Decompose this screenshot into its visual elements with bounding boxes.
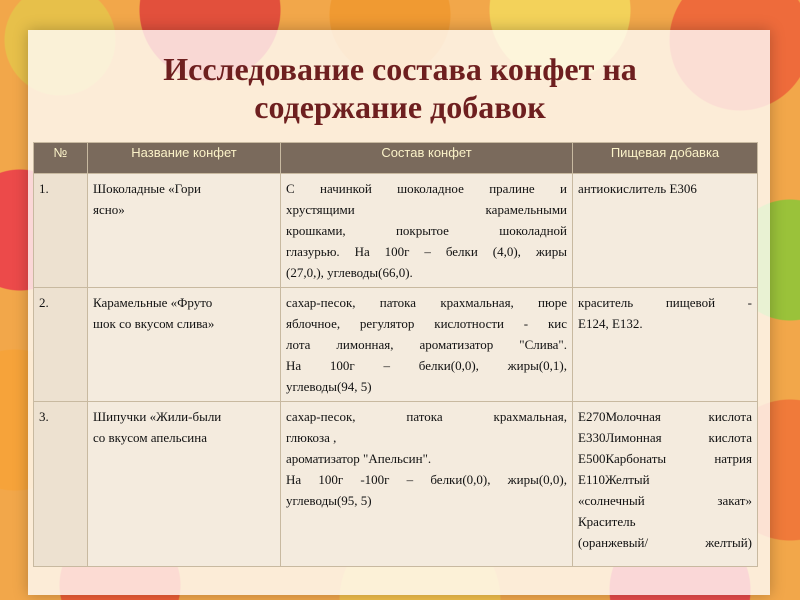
- candy-name-line: Шоколадные «Гори: [93, 181, 202, 196]
- additive-line: Е124, Е132.: [578, 316, 643, 331]
- row-number: 3.: [34, 402, 88, 567]
- additive-line: Е110Желтый: [578, 472, 650, 487]
- candy-name: [88, 402, 281, 567]
- composition-line: На 100г – белки(0,0), жиры(0,1),: [286, 358, 567, 373]
- candy-composition: [281, 288, 573, 402]
- composition-line: сахар-песок, патока крахмальная, пюре: [286, 295, 567, 310]
- header-composition: Состав конфет: [281, 143, 573, 174]
- food-additive: [573, 402, 758, 567]
- additive-line: Е330Лимонная кислота: [578, 430, 752, 445]
- additive-line: Е500Карбонаты натрия: [578, 451, 752, 466]
- row-number: 2.: [34, 288, 88, 402]
- table-row: [34, 402, 758, 567]
- food-additive: [573, 288, 758, 402]
- table-row: [34, 288, 758, 402]
- composition-line: крошками, покрытое шоколадной: [286, 223, 567, 238]
- candy-composition: [281, 174, 573, 288]
- candy-name: [88, 288, 281, 402]
- candy-name-line: со вкусом апельсина: [93, 430, 207, 445]
- additive-line: антиокислитель Е306: [578, 181, 697, 196]
- candy-name-line: Карамельные «Фруто: [93, 295, 213, 310]
- composition-line: глазурью. На 100г – белки (4,0), жиры: [286, 244, 567, 259]
- title-line-1: Исследование состава конфет на: [163, 51, 637, 87]
- additive-line: (оранжевый/ желтый): [578, 535, 752, 550]
- food-additive: [573, 174, 758, 288]
- candy-name-line: шок со вкусом слива»: [93, 316, 215, 331]
- composition-line: С начинкой шоколадное пралине и: [286, 181, 567, 196]
- page-title: [0, 50, 800, 126]
- composition-line: (27,0,), углеводы(66,0).: [286, 265, 413, 280]
- additive-line: Е270Молочная кислота: [578, 409, 752, 424]
- header-additive: Пищевая добавка: [573, 143, 758, 174]
- additives-table: [33, 142, 758, 567]
- additive-line: «солнечный закат»: [578, 493, 752, 508]
- table-header-row: [34, 143, 758, 174]
- composition-line: хрустящими карамельными: [286, 202, 567, 217]
- header-name: Название конфет: [88, 143, 281, 174]
- additive-line: краситель пищевой -: [578, 295, 752, 310]
- composition-line: яблочное, регулятор кислотности - кис: [286, 316, 567, 331]
- row-number: 1.: [34, 174, 88, 288]
- header-number: №: [34, 143, 88, 174]
- composition-line: глюкоза ,: [286, 430, 337, 445]
- additive-line: Краситель: [578, 514, 636, 529]
- composition-line: лота лимонная, ароматизатор "Слива".: [286, 337, 567, 352]
- candy-name: [88, 174, 281, 288]
- composition-line: ароматизатор "Апельсин".: [286, 451, 432, 466]
- composition-line: углеводы(94, 5): [286, 379, 372, 394]
- table-row: [34, 174, 758, 288]
- composition-line: углеводы(95, 5): [286, 493, 372, 508]
- title-line-2: содержание добавок: [254, 89, 546, 125]
- composition-line: На 100г -100г – белки(0,0), жиры(0,0),: [286, 472, 567, 487]
- candy-composition: [281, 402, 573, 567]
- candy-name-line: ясно»: [93, 202, 125, 217]
- candy-name-line: Шипучки «Жили-были: [93, 409, 222, 424]
- composition-line: сахар-песок, патока крахмальная,: [286, 409, 567, 424]
